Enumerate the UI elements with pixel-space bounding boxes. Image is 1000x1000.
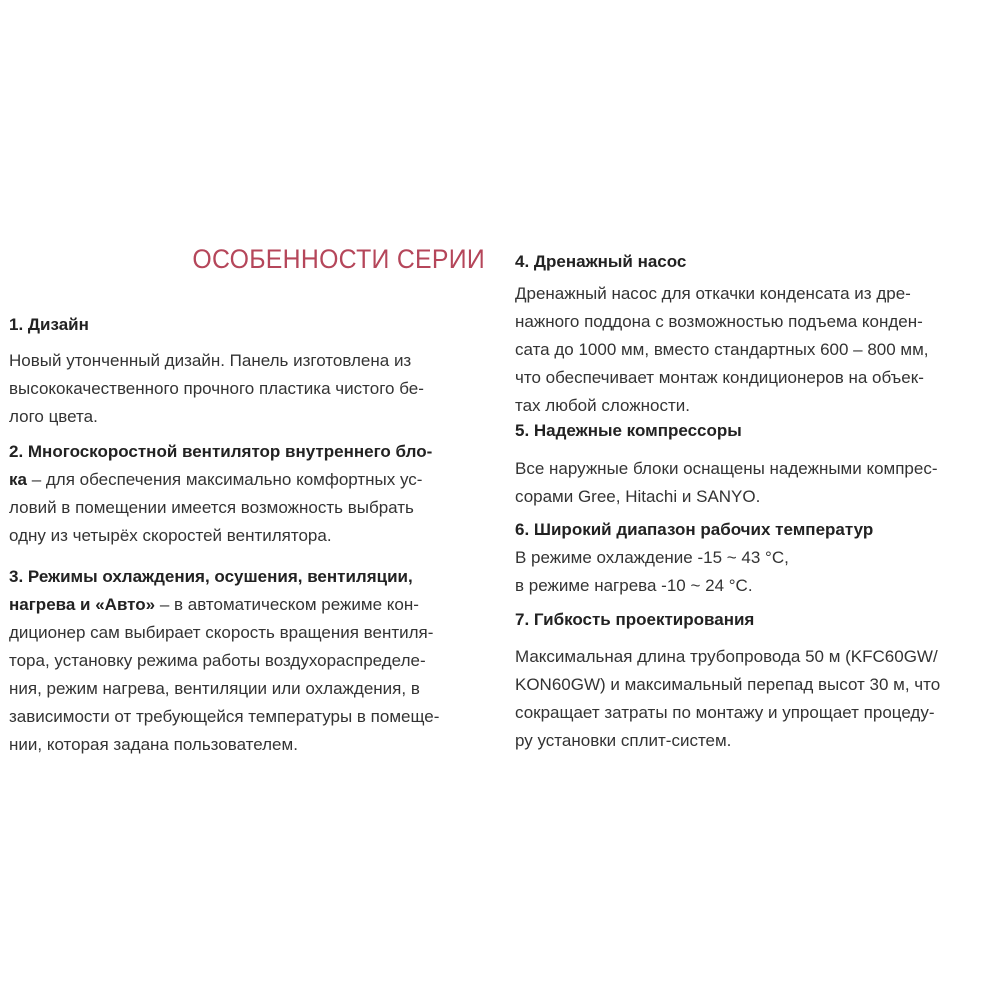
body-line: тах любой сложности. [515, 396, 690, 415]
body-line: зависимости от требующейся температуры в помеще- [9, 707, 440, 726]
section-compressors [515, 417, 993, 511]
section-body [9, 466, 487, 550]
body-line: нии, которая задана пользователем. [9, 735, 298, 754]
section-body [515, 280, 993, 420]
section-body [9, 591, 487, 759]
body-line: лого цвета. [9, 407, 98, 426]
section-body [515, 544, 993, 600]
body-text: – для обеспечения максимально комфортных ус- [26, 470, 423, 489]
body-text: – в автоматическом режиме кон- [155, 595, 419, 614]
body-line: нажного поддона с возможностью подъема конден- [515, 312, 923, 331]
heading-continuation: ка [9, 470, 27, 489]
body-line [9, 591, 487, 619]
section-body [515, 455, 993, 511]
section-design-flexibility [515, 606, 993, 755]
section-heading: 6. Широкий диапазон рабочих температур [515, 520, 874, 539]
body-line: KON60GW) и максимальный перепад высот 30 м, что [515, 675, 941, 694]
body-line: тора, установку режима работы воздухораспределе- [9, 651, 426, 670]
body-line: в режиме нагрева -10 ~ 24 °С. [515, 576, 753, 595]
section-design [9, 311, 487, 431]
body-line: Дренажный насос для откачки конденсата из дре- [515, 284, 911, 303]
section-heading: 1. Дизайн [9, 315, 89, 334]
section-temperature-range [515, 516, 993, 600]
section-modes [9, 563, 487, 759]
section-heading: 2. Многоскоростной вентилятор внутреннего бло- [9, 442, 433, 461]
section-heading: 4. Дренажный насос [515, 252, 687, 271]
body-line: сата до 1000 мм, вместо стандартных 600 – 800 мм, [515, 340, 929, 359]
section-drain-pump [515, 248, 993, 420]
heading-continuation: нагрева и «Авто» [9, 595, 156, 614]
section-heading: 7. Гибкость проектирования [515, 610, 755, 629]
body-line: сорами Gree, Hitachi и SANYO. [515, 487, 761, 506]
section-heading: 5. Надежные компрессоры [515, 421, 742, 440]
section-body [515, 643, 993, 755]
page-title: ОСОБЕННОСТИ СЕРИИ [192, 244, 486, 274]
section-fan [9, 438, 487, 550]
body-line: сокращает затраты по монтажу и упрощает процеду- [515, 703, 935, 722]
body-line: что обеспечивает монтаж кондиционеров на объек- [515, 368, 924, 387]
section-body [9, 347, 487, 431]
body-line: высококачественного прочного пластика чистого бе- [9, 379, 424, 398]
section-heading: 3. Режимы охлаждения, осушения, вентиляции, [9, 567, 413, 586]
body-line: Максимальная длина трубопровода 50 м (KFC60GW/ [515, 647, 938, 666]
body-line [9, 466, 487, 494]
body-line: Новый утонченный дизайн. Панель изготовлена из [9, 351, 412, 370]
body-line: ловий в помещении имеется возможность выбрать [9, 498, 414, 517]
body-line: диционер сам выбирает скорость вращения вентиля- [9, 623, 434, 642]
body-line: В режиме охлаждение -15 ~ 43 °С, [515, 548, 789, 567]
body-line: одну из четырёх скоростей вентилятора. [9, 526, 332, 545]
body-line: Все наружные блоки оснащены надежными компрес- [515, 459, 938, 478]
body-line: ру установки сплит-систем. [515, 731, 732, 750]
body-line: ния, режим нагрева, вентиляции или охлаждения, в [9, 679, 420, 698]
